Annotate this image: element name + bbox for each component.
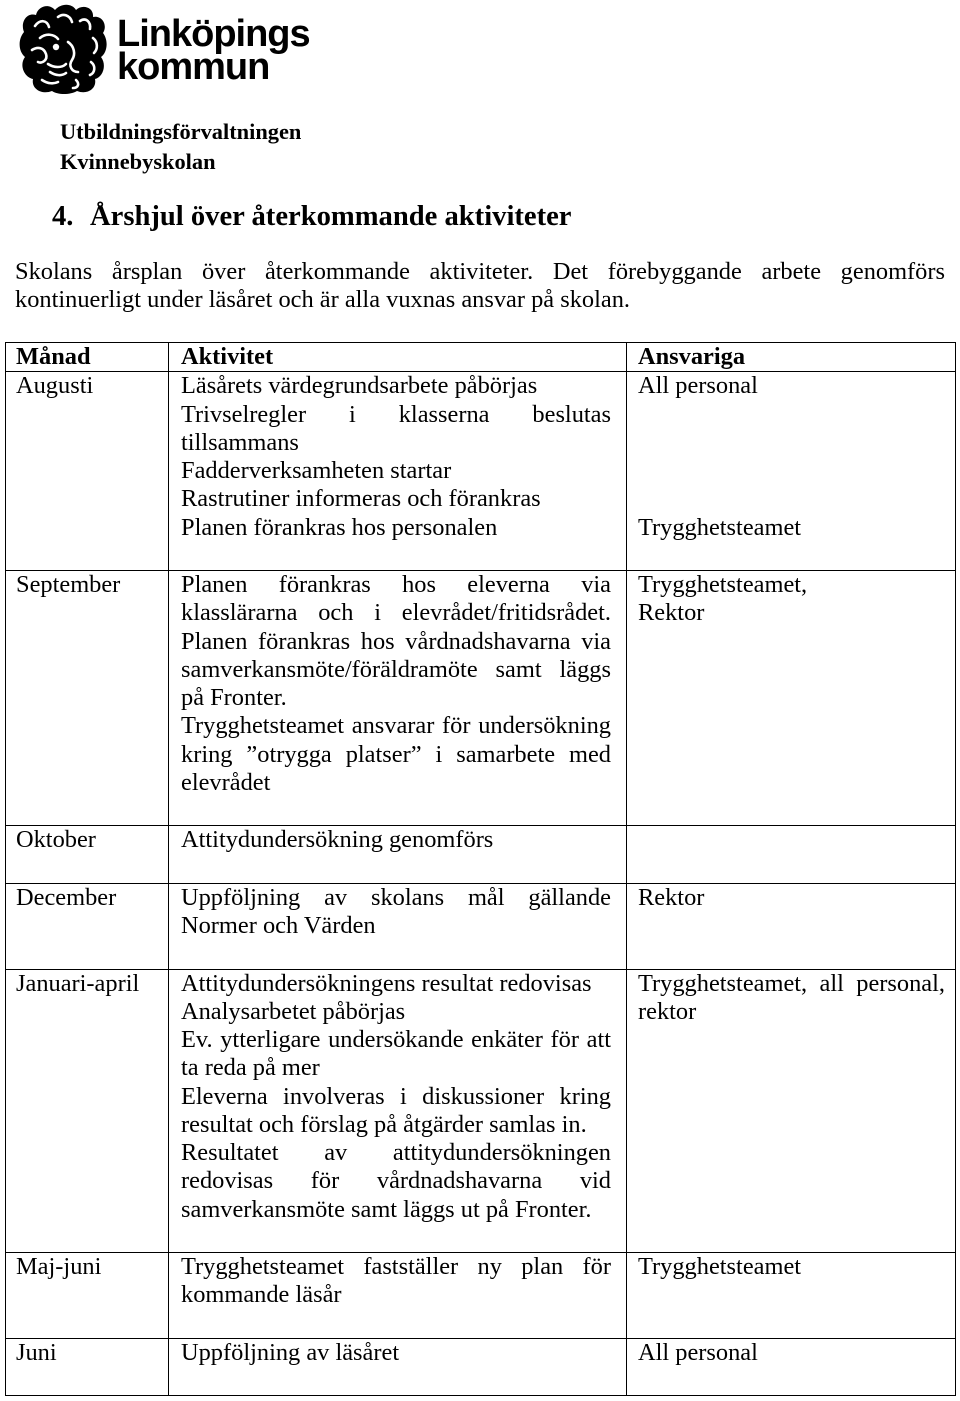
table-row xyxy=(6,826,956,884)
responsible-cell xyxy=(627,969,956,1253)
responsible-item: Rektor xyxy=(638,599,705,627)
month-cell: December xyxy=(6,883,169,969)
responsible-item: Trygghetsteamet xyxy=(638,1253,802,1280)
activity-cell xyxy=(169,372,627,571)
activity-item: Attitydundersökningens resultat redovisas xyxy=(181,969,592,997)
table-row xyxy=(6,1253,956,1339)
municipality-logo-text xyxy=(117,13,310,88)
month-cell: Maj-juni xyxy=(6,1253,169,1339)
responsible-cell xyxy=(627,571,956,826)
activity-cell xyxy=(169,826,627,884)
responsible-item: Rektor xyxy=(638,883,705,911)
activity-cell xyxy=(169,1338,627,1396)
activity-cell xyxy=(169,883,627,969)
table-row xyxy=(6,969,956,1253)
activity-cell xyxy=(169,969,627,1253)
responsible-item: Trygghetsteamet, xyxy=(638,571,808,598)
month-cell: Januari-april xyxy=(6,969,169,1253)
activity-item: Analysarbetet påbörjas xyxy=(181,997,406,1025)
responsible-cell xyxy=(627,1253,956,1339)
department-name: Utbildningsförvaltningen xyxy=(60,119,302,144)
activity-cell xyxy=(169,571,627,826)
responsible-item: Trygghetsteamet, all personal, rektor xyxy=(638,969,945,1025)
section-title: Årshjul över återkommande aktiviteter xyxy=(90,201,572,232)
activity-item: Läsårets värdegrundsarbete påbörjas xyxy=(181,372,538,400)
responsible-item: All personal xyxy=(638,372,758,400)
activity-item: Rastrutiner informeras och förankras xyxy=(181,485,541,513)
table-row xyxy=(6,883,956,969)
activity-item: Fadderverksamheten startar xyxy=(181,457,452,484)
intro-paragraph: Skolans årsplan över återkommande aktiviteter. Det förebyggande arbete genomförs kontinuerligt under läsåret och är alla vuxnas ansvar på skolan. xyxy=(15,258,945,314)
activity-item: Trivselregler i klasserna beslutas tillsammans xyxy=(181,400,611,456)
responsible-cell xyxy=(627,1338,956,1396)
activity-item: Resultatet av attitydundersökningen redovisas för vårdnadshavarna vid samverkansmöte samt läggs ut på Fronter. xyxy=(181,1139,611,1223)
activity-item: Trygghetsteamet fastställer ny plan för kommande läsår xyxy=(181,1253,611,1309)
month-cell: Augusti xyxy=(6,372,169,571)
logo-name-line1: Linköpings xyxy=(117,13,310,55)
month-cell: Juni xyxy=(6,1338,169,1396)
responsible-item: Trygghetsteamet xyxy=(638,513,802,541)
activity-item: Planen förankras hos personalen xyxy=(181,513,498,541)
activity-item: Uppföljning av läsåret xyxy=(181,1338,400,1366)
activity-item: Uppföljning av skolans mål gällande Normer och Värden xyxy=(181,883,611,939)
table-row xyxy=(6,372,956,571)
activity-item: Attitydundersökning genomförs xyxy=(181,826,494,854)
school-name: Kvinnebyskolan xyxy=(60,149,216,174)
column-header-activity: Aktivitet xyxy=(169,343,627,372)
column-header-responsible: Ansvariga xyxy=(627,343,956,372)
table-row xyxy=(6,1338,956,1396)
table-row xyxy=(6,571,956,826)
column-header-month: Månad xyxy=(6,343,169,372)
responsible-cell xyxy=(627,372,956,571)
table-header-row xyxy=(6,343,956,372)
activity-item: Planen förankras hos vårdnadshavarna via samverkansmöte/föräldramöte samt läggs på Fronter. xyxy=(181,627,611,711)
logo-name-line2: kommun xyxy=(117,46,270,88)
activity-item: Trygghetsteamet ansvarar för undersökning kring ”otrygga platser” i samarbete med elevrådet xyxy=(181,712,611,796)
responsible-cell xyxy=(627,883,956,969)
lion-crest-logo xyxy=(18,2,108,95)
month-cell: Oktober xyxy=(6,826,169,884)
responsible-cell xyxy=(627,826,956,884)
annual-activities-table xyxy=(5,342,956,1396)
activity-cell xyxy=(169,1253,627,1339)
activity-item: Ev. ytterligare undersökande enkäter för att ta reda på mer xyxy=(181,1026,611,1082)
activity-item: Eleverna involveras i diskussioner kring resultat och förslag på åtgärder samlas in. xyxy=(181,1082,611,1138)
activity-item: Planen förankras hos eleverna via klasslärarna och i elevrådet/fritidsrådet. xyxy=(181,571,611,627)
responsible-item: All personal xyxy=(638,1338,758,1366)
month-cell: September xyxy=(6,571,169,826)
section-number: 4. xyxy=(52,201,74,232)
